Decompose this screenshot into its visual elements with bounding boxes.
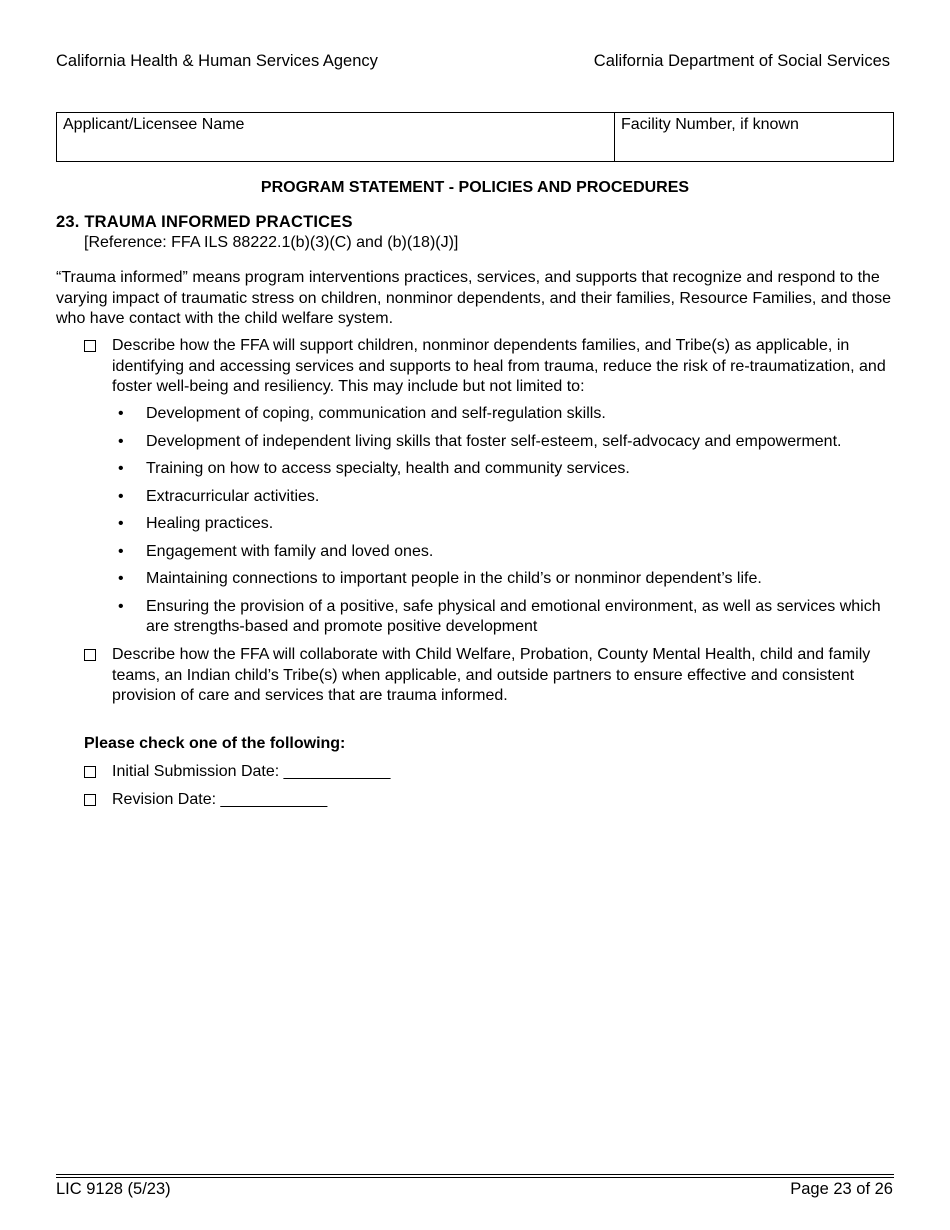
bullet-icon: • — [118, 487, 124, 505]
bullet-icon: • — [118, 542, 124, 560]
initial-submission-label: Initial Submission Date: ____________ — [112, 763, 391, 780]
form-id: LIC 9128 (5/23) — [56, 1180, 171, 1198]
section-heading: 23. TRAUMA INFORMED PRACTICES — [56, 213, 353, 231]
page-title: PROGRAM STATEMENT - POLICIES AND PROCEDURES — [260, 179, 690, 196]
list-item: • Development of independent living skills that foster self-esteem, self-advocacy and empowerment. — [116, 432, 896, 453]
initial-submission-checkbox[interactable] — [84, 766, 96, 778]
bullet-icon: • — [118, 432, 124, 450]
applicant-info-table — [56, 112, 894, 162]
support-checkbox[interactable] — [84, 340, 96, 352]
applicant-name-label: Applicant/Licensee Name — [63, 116, 245, 133]
bullet-icon: • — [118, 570, 124, 587]
support-bullet-list — [116, 404, 896, 645]
bullet-icon: • — [118, 405, 124, 422]
facility-number-field[interactable] — [615, 113, 893, 161]
check-one-prompt: Please check one of the following: — [84, 735, 346, 752]
revision-label: Revision Date: ____________ — [112, 791, 328, 808]
bullet-icon: • — [118, 460, 124, 477]
list-item: • Maintaining connections to important people in the child’s or nonminor dependent’s life. — [116, 569, 896, 590]
list-item: • Extracurricular activities. — [116, 487, 896, 508]
header-department: California Department of Social Services — [593, 52, 890, 70]
list-item: • Ensuring the provision of a positive, safe physical and emotional environment, as well as services which are strengths-based and promote positive development — [118, 597, 881, 635]
support-item-text: Describe how the FFA will support children, nonminor dependents families, and Tribe(s) as applicable, in identifying and accessing services and supports to heal from trauma, reduce the risk of re-traumatization, and foster well-being and resiliency. This may include but not limited to: — [112, 337, 886, 395]
page-number: Page 23 of 26 — [790, 1180, 893, 1198]
header-agency: California Health & Human Services Agency — [56, 52, 378, 70]
applicant-name-field[interactable] — [57, 113, 615, 161]
collaborate-item — [84, 645, 894, 707]
list-item: • Healing practices. — [116, 514, 896, 535]
facility-number-label: Facility Number, if known — [621, 116, 799, 133]
collaborate-item-text: Describe how the FFA will collaborate with Child Welfare, Probation, County Mental Health, child and family teams, an Indian child’s Tribe(s) when applicable, and outside partners to ensure effective and consistent provision of care and services that are trauma informed. — [112, 646, 871, 704]
footer-divider — [56, 1174, 894, 1175]
initial-submission-option — [84, 762, 894, 783]
footer-divider — [56, 1177, 894, 1178]
bullet-icon: • — [118, 597, 124, 615]
support-item — [84, 336, 894, 398]
revision-checkbox[interactable] — [84, 794, 96, 806]
revision-option — [84, 790, 894, 811]
bullet-icon: • — [118, 515, 124, 532]
collaborate-checkbox[interactable] — [84, 649, 96, 661]
list-item: • Training on how to access specialty, health and community services. — [116, 459, 896, 480]
list-item: • Development of coping, communication and self-regulation skills. — [116, 404, 896, 425]
list-item: • Engagement with family and loved ones. — [116, 542, 896, 563]
intro-paragraph: “Trauma informed” means program interventions practices, services, and supports that recognize and respond to the varying impact of traumatic stress on children, nonminor dependents, and their families, Resource Families, and those who have contact with the child welfare system. — [56, 269, 892, 327]
section-reference: [Reference: FFA ILS 88222.1(b)(3)(C) and (b)(18)(J)] — [84, 234, 459, 251]
